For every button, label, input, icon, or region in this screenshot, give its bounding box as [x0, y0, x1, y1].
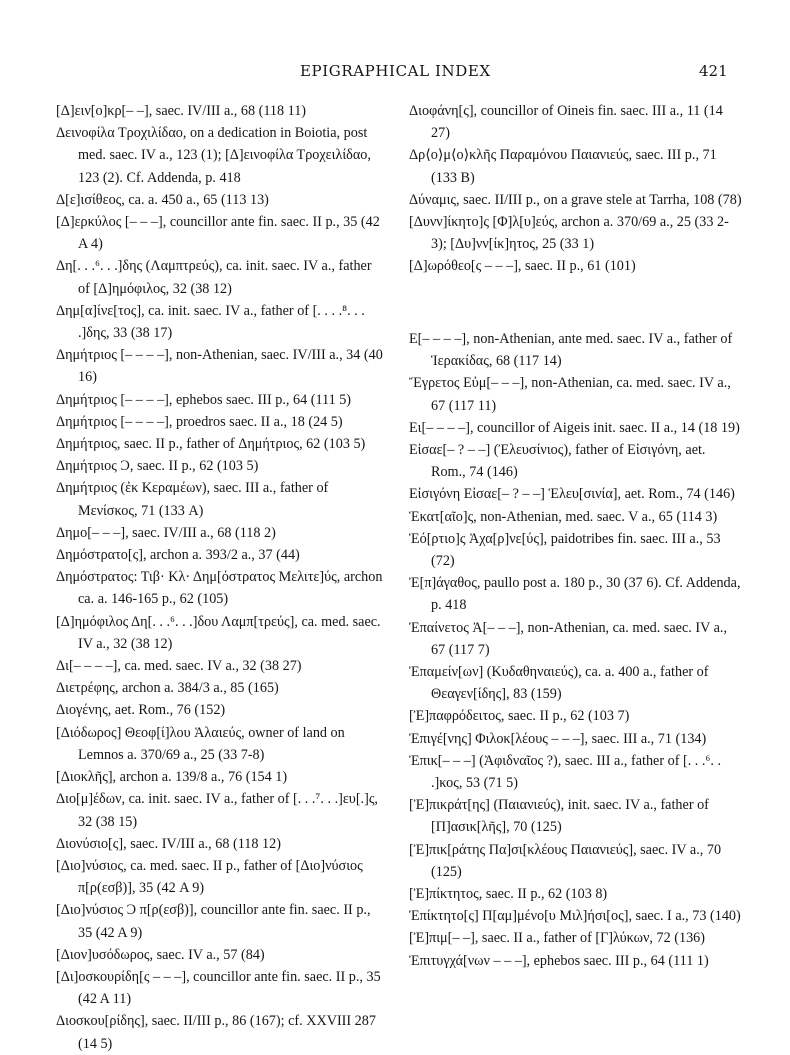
index-entry: Δ[ε]ισίθεος, ca. a. 450 a., 65 (113 13) — [56, 191, 269, 208]
index-entry: [Ἐ]πικ[ράτης Πα]σι[κλέους Παιανιεύς], saec. IV a., 70 (125) — [409, 841, 722, 880]
index-entry: Εἰσιγόνη Εἰσαε[– ? – –] Ἐλευ[σινία], aet. Rom., 74 (146) — [409, 486, 735, 503]
index-entry: Ἐπίκτητο[ς] Π[αμ]μένο[υ Μιλ]ήσι[ος], saec. I a., 73 (140) — [409, 908, 741, 925]
index-entry: Δημόστρατο[ς], archon a. 393/2 a., 37 (44) — [56, 547, 300, 564]
index-entry: Ἔγρετος Εὐμ[– – –], non-Athenian, ca. med. saec. IV a., 67 (117 11) — [409, 375, 731, 414]
index-entry: Δρ⟨ο⟩μ⟨ο⟩κλῆς Παραμόνου Παιανιεύς, saec. III p., 71 (133 B) — [409, 147, 717, 186]
right-column — [409, 100, 743, 972]
index-entry: [Διοκλῆς], archon a. 139/8 a., 76 (154 1) — [56, 769, 288, 786]
index-entry: Διοσκου[ρίδης], saec. II/III p., 86 (167); cf. XXVIII 287 (14 5) — [56, 1013, 376, 1052]
index-entry: Ἐπιτυγχά[νων – – –], ephebos saec. III p., 64 (111 1) — [409, 952, 709, 969]
index-entry: Διετρέφης, archon a. 384/3 a., 85 (165) — [56, 680, 279, 697]
index-entry: [Διο]νύσιος Ɔ π[ρ(εσβ)], councillor ante fin. saec. II p., 35 (42 A 9) — [56, 902, 371, 941]
index-entry: Ἐπαμείν[ων] (Κυδαθηναιεύς), ca. a. 400 a., father of Θεαγεν[ίδης], 83 (159) — [409, 664, 709, 703]
index-entry: Δύναμις, saec. II/III p., on a grave stele at Tarrha, 108 (78) — [409, 191, 742, 208]
index-entry: Εἰσαε[– ? – –] (Ἐλευσίνιος), father of Εἰσιγόνη, aet. Rom., 74 (146) — [409, 442, 706, 481]
page-number: 421 — [699, 62, 728, 80]
index-entry: [Δι]οσκουρίδη[ς – – –], councillor ante fin. saec. II p., 35 (42 A 11) — [56, 968, 381, 1008]
index-entry: [Διον]υσόδωρος, saec. IV a., 57 (84) — [56, 946, 265, 963]
index-entry: Δημήτριος [– – – –], proedros saec. II a., 18 (24 5) — [56, 413, 343, 430]
section-gap — [409, 292, 743, 314]
index-entry: Δημήτριος Ɔ, saec. II p., 62 (103 5) — [56, 458, 259, 475]
index-entry: [Δ]ωρόθεο[ς – – –], saec. II p., 61 (101) — [409, 258, 636, 275]
index-entry: [Ἐ]πιμ[– –], saec. II a., father of [Γ]λύκων, 72 (136) — [409, 930, 705, 947]
index-entry: Διοφάνη[ς], councillor of Oineis fin. saec. III a., 11 (14 27) — [409, 103, 723, 142]
index-entry: Δημόστρατος: Τιβ· Κλ· Δημ[όστρατος Μελιτε]ύς, archon ca. a. 146-165 p., 62 (105) — [56, 569, 383, 608]
index-entry: [Ἐ]πίκτητος, saec. II p., 62 (103 8) — [409, 886, 608, 903]
index-entry: [Δ]ειν[ο]κρ[– –], saec. IV/III a., 68 (118 11) — [56, 103, 307, 119]
index-entry: Δι[– – – –], ca. med. saec. IV a., 32 (38 27) — [56, 658, 302, 675]
index-entry: [Δ]ερκύλος [– – –], councillor ante fin. saec. II p., 35 (42 A 4) — [56, 214, 380, 253]
index-entry: Ε[– – – –], non-Athenian, ante med. saec. IV a., father of Ἱερακίδας, 68 (117 14) — [409, 331, 733, 370]
index-entry: Διογένης, aet. Rom., 76 (152) — [56, 702, 226, 719]
index-entry: [Διόδωρος] Θεοφ[ί]λου Ἁλαιεύς, owner of land on Lemnos a. 370/69 a., 25 (33 7-8) — [56, 724, 345, 763]
index-entry: Ἑό[ρτιο]ς Ἀχα[ρ]νε[ύς], paidotribes fin. saec. III a., 53 (72) — [409, 530, 721, 570]
left-column — [56, 100, 386, 1055]
index-entry: Διο[μ]έδων, ca. init. saec. IV a., father of [. . .⁷. . .]ευ[.]ς, 32 (38 15) — [56, 791, 378, 830]
index-entry: Δημ[α]ίνε[τος], ca. init. saec. IV a., father of [. . . .⁸. . . .]δης, 33 (38 17) — [56, 302, 365, 342]
index-entry: [Ἐ]πικράτ[ης] (Παιανιεύς), init. saec. IV a., father of [Π]ασικ[λῆς], 70 (125) — [409, 797, 709, 836]
index-entry: Ἐπικ[– – –] (Ἀφιδναῖος ?), saec. III a., father of [. . .⁶. . .]κος, 53 (71 5) — [409, 752, 722, 792]
index-entry: Δημο[– – –], saec. IV/III a., 68 (118 2) — [56, 524, 276, 541]
index-entry: Διονύσιο[ς], saec. IV/III a., 68 (118 12) — [56, 835, 281, 852]
index-entry: Δημήτριος (ἐκ Κεραμέων), saec. III a., father of Μενίσκος, 71 (133 A) — [56, 480, 329, 519]
index-entry: Δημήτριος [– – – –], ephebos saec. III p., 64 (111 5) — [56, 391, 352, 408]
index-entry: Δεινοφίλα Τροχιλίδαο, on a dedication in Boiotia, post med. saec. IV a., 123 (1); [Δ]εινοφίλα Τροχειλίδαο, 123 (2). Cf. Addenda, p. 418 — [56, 125, 371, 186]
index-entry: [Διο]νύσιος, ca. med. saec. II p., father of [Διο]νύσιος π[ρ(εσβ)], 35 (42 A 9) — [56, 857, 363, 897]
index-entry: [Ἐ]παφρόδειτος, saec. II p., 62 (103 7) — [409, 708, 630, 725]
index-entry: Ει[– – – –], councillor of Aigeis init. saec. II a., 14 (18 19) — [409, 419, 740, 436]
index-entry: Δημήτριος, saec. II p., father of Δημήτριος, 62 (103 5) — [56, 436, 366, 453]
index-entry: Ἑκατ[αῖο]ς, non-Athenian, med. saec. V a., 65 (114 3) — [409, 508, 718, 525]
page-title: EPIGRAPHICAL INDEX — [300, 62, 491, 80]
index-entry: Ἐπαίνετος Ἀ[– – –], non-Athenian, ca. med. saec. IV a., 67 (117 7) — [409, 619, 727, 658]
index-entry: Δημήτριος [– – – –], non-Athenian, saec. IV/III a., 34 (40 16) — [56, 347, 383, 386]
index-entry: Ἐπιγέ[νης] Φιλοκ[λέους – – –], saec. III a., 71 (134) — [409, 730, 707, 747]
index-entry: Ἐ[π]άγαθος, paullo post a. 180 p., 30 (37 6). Cf. Addenda, p. 418 — [409, 575, 741, 614]
index-entry: Δη[. . .⁶. . .]δης (Λαμπτρεύς), ca. init. saec. IV a., father of [Δ]ημόφιλος, 32 (38 12) — [56, 258, 372, 297]
running-head — [0, 62, 790, 82]
index-entry: [Δ]ημόφιλος Δη[. . .⁶. . .]δου Λαμπ[τρεύς], ca. med. saec. IV a., 32 (38 12) — [56, 613, 381, 652]
index-entry: [Δυνν]ίκητο]ς [Φ]λ[υ]εύς, archon a. 370/69 a., 25 (33 2-3); [Δυ]νν[ίκ]ητος, 25 (33 1) — [409, 214, 729, 253]
